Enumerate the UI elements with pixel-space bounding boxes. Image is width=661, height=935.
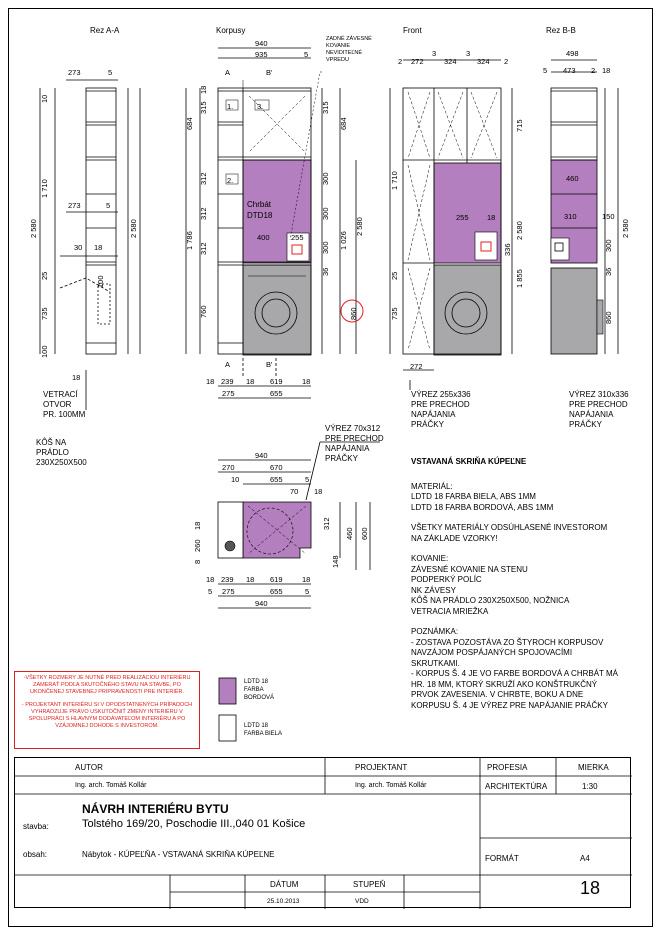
dim: 460 <box>566 174 579 183</box>
dim: 300 <box>321 172 330 185</box>
dim: 30 <box>74 243 83 252</box>
dim: 18 <box>72 373 81 382</box>
korpus-number: 3. <box>257 102 264 111</box>
dim: 670 <box>270 463 283 472</box>
dim: 619 <box>270 377 283 386</box>
dim: 940 <box>255 599 268 608</box>
dim: 8 <box>193 559 202 564</box>
view-title-rez-aa: Rez A-A <box>90 26 120 35</box>
callout-line: PRE PRECHOD <box>325 434 384 443</box>
dim: 473 <box>563 66 576 75</box>
dim: 18 <box>206 575 215 584</box>
callout-line: NAPÁJANIA <box>411 410 456 419</box>
callout-line: PRÁČKY <box>325 454 358 463</box>
dim: 2 580 <box>355 217 364 236</box>
label-chrbat: Chrbát <box>247 200 272 209</box>
dim: 300 <box>604 239 613 252</box>
dim: 25 <box>390 271 399 280</box>
autor-value: Ing. arch. Tomáš Kollár <box>75 782 147 789</box>
dim: 1 026 <box>339 231 348 250</box>
dim: 275 <box>222 587 235 596</box>
dim: 315 <box>199 101 208 114</box>
format-heading: FORMÁT <box>485 854 519 863</box>
legend-line: BORDOVÁ <box>244 695 275 701</box>
legend-swatch-biela <box>219 715 236 741</box>
stupen-heading: STUPEŇ <box>353 880 386 889</box>
dim: 735 <box>390 307 399 320</box>
projektant-value: Ing. arch. Tomáš Kollár <box>355 782 427 789</box>
spec-line: HR. 18 MM, KTORÝ SKRUŽÍ AKO KONŠTRUKČNÝ <box>411 679 598 689</box>
dim: 270 <box>222 463 235 472</box>
dim: 935 <box>255 50 268 59</box>
legend-bordova <box>244 678 274 702</box>
dim: 3 <box>432 49 437 58</box>
dim: 2 <box>504 57 509 66</box>
dim: 5 <box>208 587 213 596</box>
dim: B' <box>266 68 273 77</box>
dim: 70 <box>290 487 299 496</box>
spec-notes <box>411 457 641 711</box>
dim: 735 <box>40 307 49 320</box>
callout-line: PRE PRECHOD <box>569 400 628 409</box>
view-title-rez-bb: Rez B-B <box>546 26 576 35</box>
dim: 5 <box>305 475 310 484</box>
callout-line: VÝREZ 70x312 <box>325 424 381 433</box>
dim: 18 <box>487 213 496 222</box>
dim: 324 <box>444 57 457 66</box>
dim: 18 <box>199 85 208 94</box>
dim: 310 <box>564 212 577 221</box>
stavba-heading: stavba: <box>23 822 49 831</box>
dim: 272 <box>411 57 424 66</box>
dim: 18 <box>246 377 255 386</box>
spec-line: PRVOK ZAVESENIA. V CHRBTE, BOKU A DNE <box>411 690 584 699</box>
dim: 5 <box>106 201 111 210</box>
dim: 36 <box>321 267 330 276</box>
dim: 860 <box>349 307 358 320</box>
spec-poznamka-heading: POZNÁMKA: <box>411 627 459 636</box>
view-title-front: Front <box>403 26 422 35</box>
dim: 2 <box>591 66 596 75</box>
obsah-value: Nábytok - KÚPEĽŇA - VSTAVANÁ SKRIŇA KÚPEĽNE <box>82 850 275 859</box>
dim: 684 <box>339 117 348 130</box>
dim: 2 580 <box>129 219 138 238</box>
project-title: NÁVRH INTERIÉRU BYTU <box>82 802 229 816</box>
mierka-value: 1:30 <box>582 782 598 791</box>
dim: 18 <box>302 377 311 386</box>
dim: 3 <box>466 49 471 58</box>
dim: 2 580 <box>621 219 630 238</box>
spec-line: PODPERKÝ POLÍC <box>411 575 482 584</box>
spec-line: - ZOSTAVA POZOSTÁVA ZO ŠTYROCH KORPUSOV <box>411 637 604 647</box>
legend-biela <box>244 722 282 738</box>
spec-line: SKRUTKAMI. <box>411 658 460 668</box>
callout-line: PRÁČKY <box>569 420 602 429</box>
dim: 273 <box>68 201 81 210</box>
view-title-korpusy: Korpusy <box>216 26 246 35</box>
callout-line: VÝREZ 310x336 <box>569 390 629 399</box>
rez-bb-view <box>551 160 603 354</box>
washing-machine-front <box>434 265 501 355</box>
dim: 655 <box>270 587 283 596</box>
vent-grille-icon <box>225 541 235 551</box>
dim: 312 <box>199 242 208 255</box>
dim: 18 <box>246 575 255 584</box>
dim: 655 <box>270 475 283 484</box>
mierka-heading: MIERKA <box>578 763 609 772</box>
callout-line: VETRACÍ <box>43 390 78 399</box>
dim: 5 <box>543 66 548 75</box>
dim: 272 <box>410 362 423 371</box>
callout-line: 230X250X500 <box>36 458 87 467</box>
dim: 100 <box>96 275 105 288</box>
dim: 148 <box>331 555 340 568</box>
dim: B' <box>266 360 273 369</box>
dim: 336 <box>503 243 512 256</box>
dim: 600 <box>360 527 369 540</box>
dim: 150 <box>602 212 615 221</box>
korpusy-view <box>243 160 311 355</box>
note-line: NEVIDITEĽNÉ <box>326 50 363 56</box>
dim: 2 580 <box>29 219 38 238</box>
dim: 312 <box>199 207 208 220</box>
dim: 25 <box>40 271 49 280</box>
dim: 312 <box>199 172 208 185</box>
spec-line: VETRACIA MRIEŽKA <box>411 606 489 616</box>
washing-machine-side <box>551 268 597 354</box>
warning-box <box>14 671 200 749</box>
datum-value: 25.10.2013 <box>267 898 300 905</box>
dim: 312 <box>322 517 331 530</box>
callout-line: KÔŠ NA <box>36 438 67 447</box>
dim: 36 <box>604 267 613 276</box>
warning-text-1: -VŠETKY ROZMERY JE NUTNÉ PRED REALIZÁCIOU INTERIÉRU ZAMERAŤ PODĽA SKUTOČNÉHO STAVU NA STAVBE, PO UKONČENEJ STAVEBNEJ PRIPRAVENOSTI PRE INTERIÉR. <box>23 675 191 695</box>
spec-title: VSTAVANÁ SKRIŇA KÚPEĽNE <box>411 457 527 466</box>
callout-kos <box>36 438 87 468</box>
korpus-number: 2. <box>227 176 234 185</box>
callout-vetraci <box>43 390 85 420</box>
legend-line: FARBA BIELA <box>244 731 283 737</box>
dim: 239 <box>221 377 234 386</box>
spec-line: NK ZÁVESY <box>411 585 456 595</box>
spec-line: NA ZÁKLADE VZORKY! <box>411 533 498 543</box>
callout-line: PRÁDLO <box>36 448 69 457</box>
legend-swatch-bordova <box>219 678 236 704</box>
dim: 18 <box>94 243 103 252</box>
dim: 2 580 <box>515 221 524 240</box>
dim: 255 <box>456 213 469 222</box>
title-block <box>14 757 631 908</box>
dim: 1 710 <box>40 179 49 198</box>
dim: 498 <box>566 49 579 58</box>
dim: 1 855 <box>515 269 524 288</box>
spec-line: ZÁVESNÉ KOVANIE NA STENU <box>411 564 528 574</box>
dim: 684 <box>185 117 194 130</box>
callout-line: NAPÁJANIA <box>325 444 370 453</box>
format-value: A4 <box>580 854 590 863</box>
obsah-heading: obsah: <box>23 850 48 859</box>
spec-line: KORPUSU Š. 4 JE VÝREZ PRE NAPÁJANIE PRÁČKY <box>411 700 608 710</box>
dim: 100 <box>40 345 49 358</box>
dim: 940 <box>255 451 268 460</box>
dim: 324 <box>477 57 490 66</box>
dim: 460 <box>345 527 354 540</box>
dim: 18 <box>314 487 323 496</box>
plan-view <box>218 502 311 558</box>
projektant-heading: PROJEKTANT <box>355 763 408 772</box>
dim: A <box>225 68 231 77</box>
callout-line: NAPÁJANIA <box>569 410 614 419</box>
dim: 10 <box>231 475 240 484</box>
callout-line: PRÁČKY <box>411 420 444 429</box>
dim: 1 710 <box>390 171 399 190</box>
dim: 655 <box>270 389 283 398</box>
korpus-number: 1. <box>227 102 234 111</box>
dim: 260 <box>193 539 202 552</box>
stupen-value: VDD <box>355 898 369 905</box>
warning-text-2: - PROJEKTANT INTERIÉRU SI V OPODSTATNENÝCH PRÍPADOCH VYHRADZUJE PRÁVO USKUTOČNIŤ ZMENY INTERIÉRU V SPOLUPRÁCI S HLAVNÝM DODÁVATEĽOM INTERIÉRU A PO VZÁJOMNEJ DOHODE S INVESTOROM. <box>21 702 193 729</box>
callout-line: VÝREZ 255x336 <box>411 390 471 399</box>
note-line: KOVANIE <box>326 43 351 49</box>
spec-line: LDTD 18 FARBA BIELA, ABS 1MM <box>411 492 536 501</box>
dim: 2 <box>398 57 403 66</box>
autor-heading: AUTOR <box>75 763 103 772</box>
note-line: VPREDU <box>326 57 349 63</box>
stavba-value: Tolstého 169/20, Poschodie III.,040 01 Košice <box>82 818 306 830</box>
dim: 5 <box>305 587 310 596</box>
dim: 10 <box>40 94 49 103</box>
dim: A <box>225 360 231 369</box>
callout-vyrez-bb <box>569 390 629 430</box>
dim: 5 <box>108 68 113 77</box>
dim: 300 <box>321 207 330 220</box>
note-line: ZADNÉ ZÁVESNÉ <box>326 36 372 42</box>
dim: 619 <box>270 575 283 584</box>
dim: 715 <box>515 119 524 132</box>
spec-material-heading: MATERIÁL: <box>411 481 453 491</box>
front-view <box>434 163 501 355</box>
callout-line: PRE PRECHOD <box>411 400 470 409</box>
dim: 940 <box>255 39 268 48</box>
dim: 5 <box>304 50 309 59</box>
callout-vyrez-front <box>411 390 471 430</box>
legend-line: LDTD 18 <box>244 723 269 729</box>
callout-line: OTVOR <box>43 400 72 409</box>
rez-aa-dims <box>29 68 138 382</box>
spec-line: NAVZÁJOM POSPÁJANÝCH SPOJOVACÍMI <box>411 648 573 657</box>
washing-machine <box>243 265 311 355</box>
dim: 239 <box>221 575 234 584</box>
dim: 860 <box>604 311 613 324</box>
dim: 18 <box>302 575 311 584</box>
dim: 18 <box>602 66 611 75</box>
spec-line: KÔŠ NA PRÁDLO 230X250X500, NOŽNICA <box>411 596 570 605</box>
datum-heading: DÁTUM <box>270 880 299 889</box>
dim: 300 <box>321 241 330 254</box>
title-block-grid <box>15 758 632 909</box>
dim: 315 <box>321 101 330 114</box>
dim: 400 <box>257 233 270 242</box>
label-dtd: DTD18 <box>247 211 273 220</box>
legend-line: FARBA <box>244 687 264 693</box>
spec-line: LDTD 18 FARBA BORDOVÁ, ABS 1MM <box>411 502 554 512</box>
dim: 18 <box>193 521 202 530</box>
callout-line: PR. 100MM <box>43 410 86 419</box>
dim: 1 786 <box>185 231 194 250</box>
dim: 18 <box>206 377 215 386</box>
kovanie-note <box>326 35 372 63</box>
sheet-number: 18 <box>580 878 601 898</box>
profesia-value: ARCHITEKTÚRA <box>485 782 548 791</box>
dim: 760 <box>199 305 208 318</box>
legend-line: LDTD 18 <box>244 679 269 685</box>
spec-line: VŠETKY MATERIÁLY ODSÚHLASENÉ INVESTOROM <box>411 523 608 532</box>
profesia-heading: PROFESIA <box>487 763 528 772</box>
spec-kovanie-heading: KOVANIE: <box>411 554 449 563</box>
dim: 273 <box>68 68 81 77</box>
rez-aa-view <box>40 80 140 410</box>
spec-line: - KORPUS Š. 4 JE VO FARBE BORDOVÁ A CHRBÁT MÁ <box>411 669 619 678</box>
callout-vyrez-plan <box>325 424 384 464</box>
dim: 255 <box>291 233 304 242</box>
dim: 275 <box>222 389 235 398</box>
